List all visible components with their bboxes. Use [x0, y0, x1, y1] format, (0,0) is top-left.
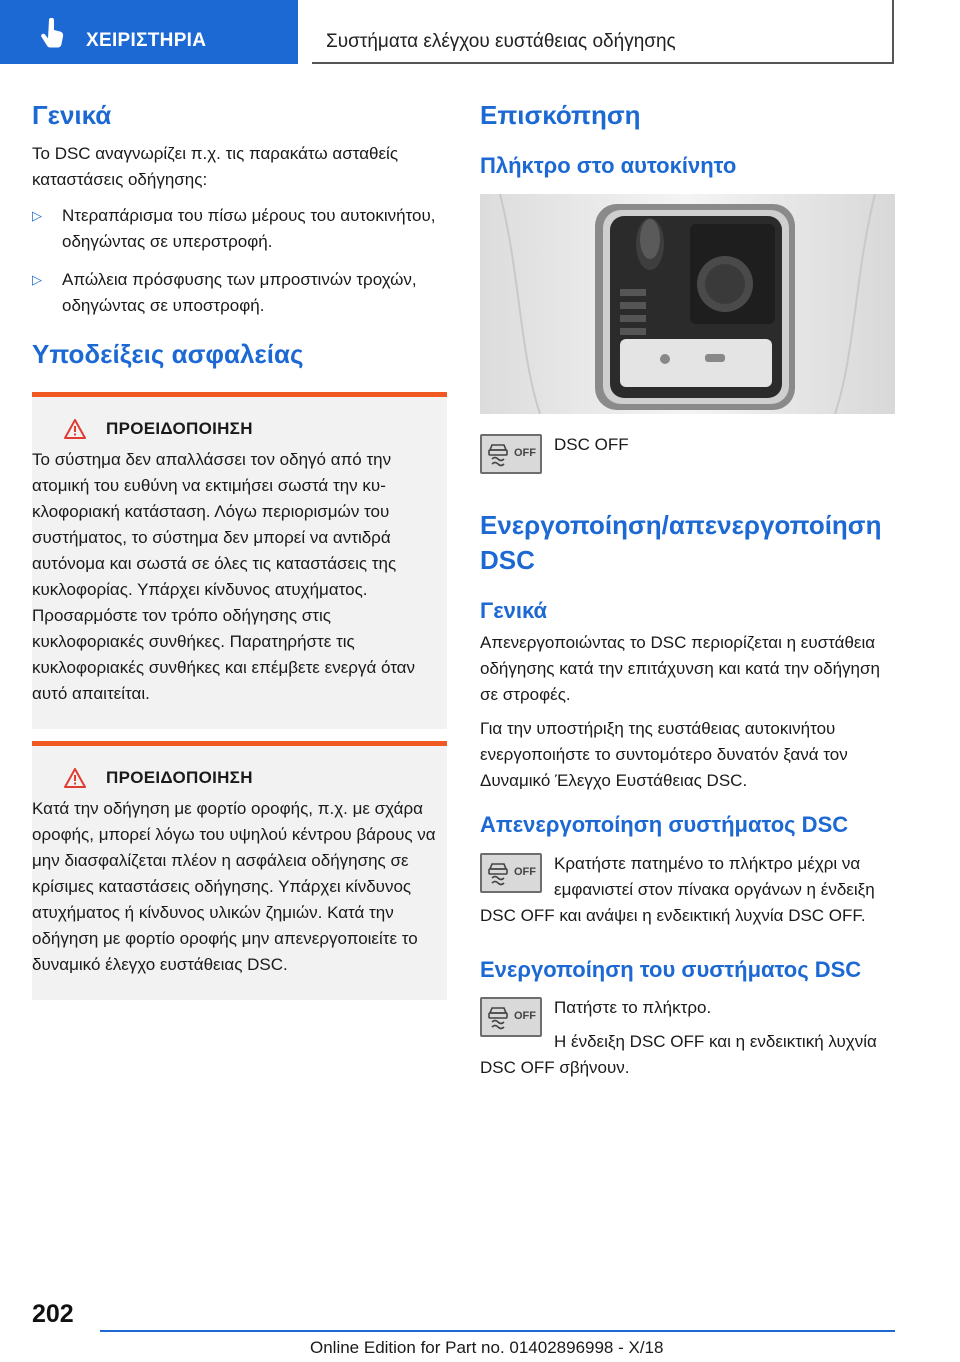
dsc-off-key-row — [480, 432, 895, 474]
overview-heading: Επισκόπηση — [480, 100, 641, 130]
right-column — [480, 100, 895, 1081]
general-subheading: Γενικά — [480, 597, 548, 623]
chapter-tab-label: ΧΕΙΡΙΣΤΗΡΙΑ — [86, 30, 207, 51]
dsc-off-button[interactable] — [480, 853, 542, 893]
section-title: Συστήματα ελέγχου ευστάθειας οδήγησης — [326, 31, 676, 52]
skidding-car-icon — [486, 860, 510, 886]
off-label: OFF — [514, 446, 536, 459]
general-text: Το DSC αναγνωρίζει π.χ. τις παρακάτω ασταθείς καταστάσεις οδήγησης: — [32, 144, 399, 190]
activate-text-1: Πατήστε το πλήκτρο. — [554, 997, 712, 1017]
warning-label: ΠΡΟΕΙΔΟΠΟΙΗΣΗ — [106, 768, 253, 788]
activate-block — [480, 995, 895, 1081]
situation-list — [32, 203, 447, 319]
dsc-off-button[interactable] — [480, 997, 542, 1037]
warning-text: Το σύστημα δεν απαλλάσσει τον οδηγό από την ατομική του ευθύνη να εκτιμήσει σωστά την κυκλοφοριακή κατάσταση. Λόγω περιορισμών του συστήματος, το σύστημα δεν μπορεί να αντιδρά αυτόνομα και σωστά σε όλες τις καταστάσεις της κυκλοφορίας. Υπάρχει κίνδυνος ατυχήματος. Προσαρμόστε τον τρόπο οδήγησης στις κυκλοφοριακές συνθήκες. Παρατηρήστε τις κυκλοφοριακές συνθήκες και επέμβετε ενεργά όταν αυτό απαιτείται. — [32, 450, 416, 704]
off-label: OFF — [514, 865, 536, 878]
activate-deactivate-heading: Ενεργοποίηση/απενεργοποίηση DSC — [480, 509, 882, 575]
list-item: ▷ Απώλεια πρόσφυσης των μπροστινών τροχών, οδηγώντας σε υποστροφή. — [32, 267, 447, 319]
triangle-bullet-icon: ▷ — [32, 272, 42, 288]
footer-divider — [100, 1330, 895, 1332]
left-column — [32, 100, 447, 1000]
warning-box — [32, 741, 447, 1000]
chapter-tab[interactable] — [0, 0, 298, 64]
deactivate-text: Κρατήστε πατημένο το πλήκτρο μέχρι να εμφανιστεί στον πίνακα οργάνων η ένδειξη DSC OFF και ανάψει η ενδεικτική λυχνία DSC OFF. — [480, 853, 875, 925]
section-header — [312, 0, 894, 64]
deactivate-block — [480, 851, 895, 929]
warning-label: ΠΡΟΕΙΔΟΠΟΙΗΣΗ — [106, 419, 253, 439]
key-heading: Πλήκτρο στο αυτοκίνητο — [480, 153, 737, 179]
list-item: ▷ Ντεραπάρισμα του πίσω μέρους του αυτοκινήτου, οδηγώντας σε υπερστροφή. — [32, 203, 447, 255]
dsc-off-button[interactable] — [480, 434, 542, 474]
off-label: OFF — [514, 1009, 536, 1022]
general-p1: Απενεργοποιώντας το DSC περιορίζεται η ευστάθεια οδήγησης κατά την επιτάχυνση και κατά την οδήγηση σε στροφές. — [480, 633, 880, 705]
activate-text-2: Η ένδειξη DSC OFF και η ενδεικτική λυχνία DSC OFF σβήνουν. — [480, 1031, 877, 1077]
edition-text: Online Edition for Part no. 01402896998 - X/18 — [310, 1338, 664, 1357]
activate-heading: Ενεργοποίηση του συστήματος DSC — [480, 956, 862, 982]
dsc-off-label: DSC OFF — [554, 434, 629, 454]
center-console-photo — [480, 194, 895, 414]
warning-text: Κατά την οδήγηση με φορτίο οροφής, π.χ. με σχάρα οροφής, μπορεί λόγω του υψηλού κέντρου βάρους να μην διασφαλίζεται πλέον η ασφάλεια οδήγησης σε κρίσιμες καταστάσεις οδήγησης. Υπάρχει κίνδυνος ατυχήματος ή κίνδυνος υλικών ζημιών. Κατά την οδήγηση με φορτίο οροφής μην απενεργοποιείτε το δυναμικό έλεγχο ευστάθειας DSC. — [32, 799, 436, 975]
general-heading: Γενικά — [32, 100, 112, 130]
general-p2: Για την υποστήριξη της ευστάθειας αυτοκινήτου ενεργοποιήστε το συντομότερο δυνατόν ξανά τον Δυναμικό Έλεγχο Ευστάθειας DSC. — [480, 719, 848, 791]
skidding-car-icon — [486, 441, 510, 467]
warning-triangle-icon — [64, 768, 86, 788]
skidding-car-icon — [486, 1004, 510, 1030]
hand-pointer-icon — [40, 18, 66, 48]
page-number: 202 — [32, 1300, 74, 1328]
warning-box — [32, 392, 447, 729]
warning-triangle-icon — [64, 419, 86, 439]
triangle-bullet-icon: ▷ — [32, 208, 42, 224]
center-console-image — [480, 194, 895, 414]
deactivate-heading: Απενεργοποίηση συστήματος DSC — [480, 812, 849, 838]
safety-heading: Υποδείξεις ασφαλείας — [32, 339, 304, 370]
